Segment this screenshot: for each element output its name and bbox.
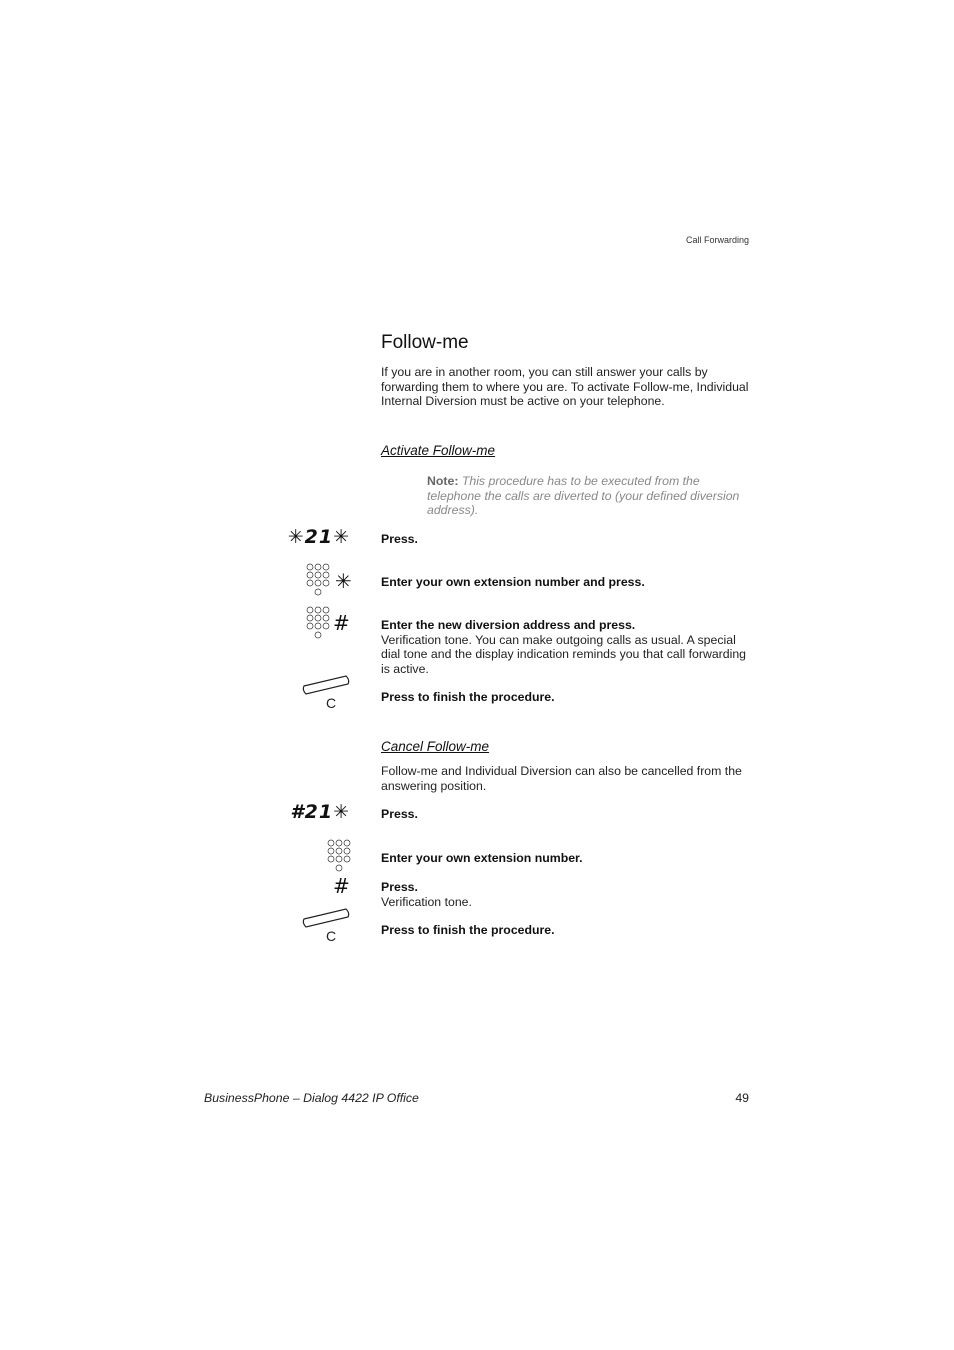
keypad-icon [324,839,356,873]
activate-step-3 [381,618,751,676]
activate-step-2 [381,575,751,590]
step-instruction: Press to finish the procedure. [381,923,555,937]
activate-code-icon: ✳21✳ [287,526,350,548]
running-header: Call Forwarding [685,235,749,245]
handset-hook-icon [300,905,350,947]
clear-key-label: C [326,928,337,944]
step-instruction: Enter the new diversion address and press. [381,618,636,632]
intro-paragraph: If you are in another room, you can still answer your calls by forwarding them to where you are. To activate Follow-me, Individual Internal Diversion must be active on your telephone. [381,365,749,409]
footer-product: BusinessPhone – Dialog 4422 IP Office [204,1091,419,1105]
step-instruction: Press to finish the procedure. [381,690,555,704]
clear-key-label: C [326,695,337,711]
note-box [427,474,752,518]
cancel-heading: Cancel Follow-me [381,739,490,754]
cancel-intro [381,764,751,793]
note-label: Note: [427,474,459,488]
step-description: Verification tone. [381,894,472,909]
step-description: Verification tone. You can make outgoing calls as usual. A special dial tone and the display indication reminds you that call forwarding is active. [381,632,747,676]
handset-hook-icon [300,672,350,714]
step-instruction: Enter your own extension number and press. [381,575,645,589]
step-instruction: Enter your own extension number. [381,851,583,865]
activate-step-4 [381,690,751,705]
keypad-icon [303,563,335,597]
note-text: This procedure has to be executed from the telephone the calls are diverted to (your defined diversion address). [427,474,740,518]
cancel-step-2 [381,851,751,866]
cancel-step-3 [381,880,751,909]
hash-key-icon: # [333,874,350,898]
step-instruction: Press. [381,807,418,821]
keypad-icon [303,606,335,640]
cancel-step-4 [381,923,751,938]
star-key-icon: ✳ [335,569,352,593]
cancel-intro-text: Follow-me and Individual Diversion can also be cancelled from the answering position. [381,764,742,793]
page-title: Follow-me [381,332,469,353]
page-number: 49 [735,1091,749,1105]
step-instruction: Press. [381,532,418,546]
cancel-code-icon: #21✳ [290,801,350,823]
step-instruction: Press. [381,880,418,894]
hash-key-icon: # [333,611,350,635]
activate-step-1 [381,532,751,547]
activate-heading: Activate Follow-me [381,443,496,458]
cancel-step-1 [381,807,751,822]
